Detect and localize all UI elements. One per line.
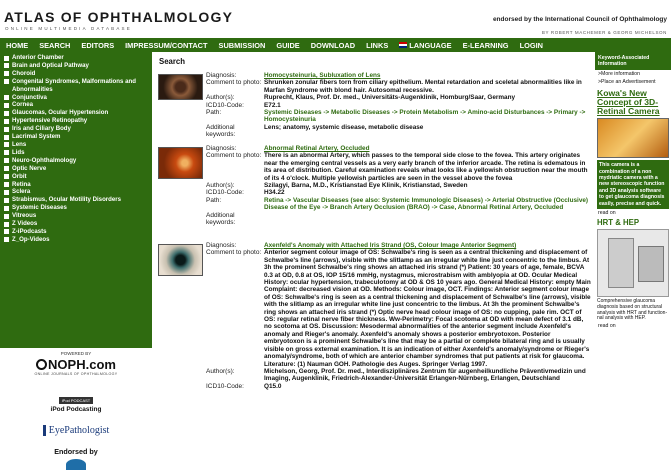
authors-label: Author(s):: [206, 367, 235, 375]
sidebar-item[interactable]: [0, 62, 152, 70]
sidebar-item[interactable]: [0, 133, 152, 141]
comment-label: Comment to photo:: [206, 79, 262, 87]
bullet-square-icon: [4, 237, 9, 242]
comment-text: Shrunken zonular fibers torn from ciliary epithelium. Mental retardation and sceletal abnormalities like in Marfan Syndrome with blond hair. Autosomal recessive.: [264, 79, 582, 94]
path-link[interactable]: Retina -> Vascular Diseases (see also: Systemic Immunologic Diseases) -> Arterial Obstructive (Occlusive) Disease of the Eye -> Branch Artery Occlusion (BRAO) -> Case, Abnormal Retinal Artery, Occluded: [264, 196, 589, 212]
hrt-device-image[interactable]: [597, 229, 669, 297]
bullet-square-icon: [4, 79, 9, 84]
bullet-square-icon: [4, 222, 9, 227]
bullet-square-icon: [4, 190, 9, 195]
bullet-square-icon: [4, 71, 9, 76]
nav-guide[interactable]: GUIDE: [276, 40, 300, 50]
ico-logo-icon[interactable]: [66, 459, 86, 470]
result-thumbnail[interactable]: [158, 74, 203, 100]
sidebar-item[interactable]: [0, 94, 152, 102]
bullet-square-icon: [4, 135, 9, 140]
sidebar-item-label: Choroid: [12, 69, 36, 77]
sidebar-item-label: Congenital Syndromes, Malformations and Abnormalities: [12, 77, 136, 93]
diagnosis-label: Diagnosis:: [206, 145, 237, 152]
nav-download[interactable]: DOWNLOAD: [310, 40, 356, 50]
bullet-square-icon: [4, 206, 9, 211]
powered-by-label: POWERED BY: [60, 351, 92, 356]
comment-label: Comment to photo:: [206, 152, 262, 160]
more-information-link[interactable]: >More information: [598, 71, 640, 78]
bullet-square-icon: [4, 198, 9, 203]
nav-language[interactable]: [399, 41, 451, 50]
authors-label: Author(s):: [206, 182, 235, 190]
oneoph-name: NOPH.com: [48, 357, 116, 372]
bullet-square-icon: [4, 95, 9, 100]
sidebar-item[interactable]: [0, 181, 152, 189]
keywords-label: Additional keywords:: [206, 211, 236, 227]
bullet-square-icon: [4, 166, 9, 171]
sidebar-item-label: Glaucomas, Ocular Hypertension: [12, 109, 109, 117]
kowa-ad-text: This camera is a combination of a non mydriatic camera with a new stereoscopic function and 3D analysis software to get glaucoma diagnosis easily, precise and quick.: [597, 160, 669, 209]
sidebar-item-label: Z Videos: [12, 220, 38, 228]
authors-value: Szilagyi, Barna, M.D., Kristianstad Eye Klinik, Kristianstad, Sweden: [264, 182, 468, 190]
comment-label: Comment to photo:: [206, 249, 262, 257]
bullet-square-icon: [4, 142, 9, 147]
result-thumbnail[interactable]: [158, 147, 203, 179]
sidebar-item[interactable]: [0, 101, 152, 109]
diagnosis-label: Diagnosis:: [206, 242, 237, 249]
uk-flag-icon: [399, 42, 407, 48]
endorsement-text: endorsed by the International Council of Ophthalmology: [492, 16, 667, 23]
sidebar-item-label: Sclera: [12, 188, 31, 196]
authors-text: BY ROBERT MACHEMER & GEORG MICHELSON: [541, 30, 667, 35]
sidebar-item[interactable]: [0, 165, 152, 173]
endorsed-by-box: [0, 444, 152, 470]
hep-device-icon: [638, 246, 664, 282]
bullet-square-icon: [4, 214, 9, 219]
sidebar-item[interactable]: [0, 70, 152, 78]
diagnosis-label: Diagnosis:: [206, 72, 237, 79]
sidebar-item[interactable]: [0, 212, 152, 220]
keyword-info-header: Keyword-Associated Information: [595, 52, 671, 70]
sidebar-item-label: Lacrimal System: [12, 133, 61, 141]
sidebar-item[interactable]: [0, 149, 152, 157]
keywords-label: Additional keywords:: [206, 123, 236, 139]
sidebar-item-label: Retina: [12, 180, 31, 188]
icd-label: ICD10-Code:: [206, 101, 244, 109]
sidebar-item-label: Iris and Ciliary Body: [12, 125, 71, 133]
keywords-value: [264, 212, 591, 227]
oneoph-tagline: ONLINE JOURNALS OF OPHTHALMOLOGY: [34, 372, 118, 376]
nav-language-label: LANGUAGE: [409, 40, 452, 50]
icd-value: H34.22: [264, 189, 285, 197]
bullet-square-icon: [4, 63, 9, 68]
sidebar-item-label: Z_Op-Videos: [12, 235, 50, 243]
sidebar-item-label: Anterior Chamber: [12, 54, 64, 61]
right-column: [595, 52, 671, 418]
eyepathologist-box[interactable]: [0, 422, 152, 444]
nav-elearning[interactable]: E-LEARNING: [462, 40, 509, 50]
sidebar-item-label: Lens: [12, 140, 27, 148]
sidebar-item[interactable]: [0, 220, 152, 228]
nav-editors[interactable]: EDITORS: [81, 40, 115, 50]
site-header: [0, 0, 671, 38]
endorsed-by-label: Endorsed by: [54, 447, 98, 456]
sidebar-item[interactable]: [0, 188, 152, 196]
diagnosis-link[interactable]: Abnormal Retinal Artery, Occluded: [264, 145, 370, 152]
sidebar-item[interactable]: [0, 236, 152, 244]
keywords-value: Lens; anatomy, systemic disease, metabolic disease: [264, 123, 424, 131]
nav-impressum[interactable]: IMPRESSUM/CONTACT: [125, 40, 208, 50]
bullet-square-icon: [4, 119, 9, 124]
powered-by-box: [0, 348, 152, 394]
comment-text: There is an abnormal Artery, which passes to the temporal side close to the fovea. This artery originates near the emerging central vessels as a very early branch of the inferior arcade. The retina is edematous in its area of distribution. Careful examination reveals what looks like a yellowish obstruction near the mouth of its 4 o'clock. Multiple yellowish particles are seen in the vessel above the fovea: [264, 152, 588, 182]
sidebar: [0, 52, 152, 456]
nav-home[interactable]: HOME: [6, 40, 29, 50]
sidebar-item-label: Neuro-Ophthalmology: [12, 156, 77, 164]
sidebar-item-label: Z-iPodcasts: [12, 227, 47, 235]
hrt-device-icon: [608, 238, 634, 288]
kowa-read-on-link[interactable]: read on: [598, 210, 616, 217]
sidebar-item-label: Conjunctiva: [12, 93, 47, 101]
bullet-square-icon: [4, 56, 9, 61]
sidebar-item[interactable]: [0, 157, 152, 165]
oneoph-logo[interactable]: [36, 357, 116, 372]
bullet-square-icon: [4, 103, 9, 108]
result-thumbnail[interactable]: [158, 244, 203, 276]
sidebar-item-label: Hypertensive Retinopathy: [12, 117, 88, 125]
sidebar-item[interactable]: [0, 78, 152, 94]
hrt-ad-title[interactable]: HRT & HEP: [597, 218, 640, 228]
authors-label: Author(s):: [206, 94, 235, 102]
diagnosis-link[interactable]: Axenfeld's Anomaly with Attached Iris Strand (OS, Colour Image Anterior Segment): [264, 242, 517, 249]
place-advertisement-link[interactable]: >Place an Advertisement: [598, 79, 656, 86]
sidebar-item[interactable]: [0, 173, 152, 181]
sidebar-item[interactable]: [0, 204, 152, 212]
hrt-read-on-link[interactable]: read on: [598, 323, 616, 330]
bullet-square-icon: [4, 127, 9, 132]
sidebar-item-label: Optic Nerve: [12, 164, 47, 172]
nav-submission[interactable]: SUBMISSION: [218, 40, 266, 50]
search-results: [152, 52, 595, 418]
bullet-square-icon: [4, 229, 9, 234]
icd-label: ICD10-Code:: [206, 382, 244, 390]
path-link[interactable]: Systemic Diseases -> Metabolic Diseases -> Protein Metabolism -> Amino-acid Disturbances -> Primary -> Homocysteinuria: [264, 109, 586, 124]
authors-value: Michelson, Georg, Prof. Dr. med., Interdisziplinäres Zentrum für augenheilkundliche Präventivmedizin und Imaging, Augenklinik, Friedrich-Alexander-Universität Erlangen-Nürnberg, Erlangen, Deutschland: [264, 367, 586, 383]
podcast-label: iPod Podcasting: [50, 406, 102, 413]
diagnosis-link[interactable]: Homocysteinuria, Subluxation of Lens: [264, 72, 381, 79]
icd-value: E72.1: [264, 101, 281, 109]
sidebar-item-label: Systemic Diseases: [12, 204, 67, 212]
path-label: Path:: [206, 109, 222, 117]
site-title[interactable]: ATLAS OF OPHTHALMOLOGY: [4, 9, 234, 25]
sidebar-item-label: Strabismus, Ocular Motility Disorders: [12, 196, 122, 204]
bullet-square-icon: [4, 111, 9, 116]
bullet-square-icon: [4, 174, 9, 179]
podcast-box[interactable]: [0, 394, 152, 422]
main-nav: [0, 38, 671, 52]
kowa-ad-title[interactable]: Kowa's New Concept of 3D-Retinal Camera: [597, 88, 660, 116]
nav-search[interactable]: SEARCH: [39, 40, 71, 50]
eyepathologist-logo: EyePathologist: [43, 425, 110, 436]
sidebar-item-label: Brain and Optical Pathway: [12, 61, 89, 69]
oneoph-circle-icon: [36, 359, 47, 370]
icd-label: ICD10-Code:: [206, 189, 244, 197]
sidebar-item-label: Cornea: [12, 101, 33, 109]
sidebar-item-label: Lids: [12, 148, 25, 156]
sidebar-item[interactable]: [0, 54, 152, 62]
sidebar-category-list: [0, 52, 152, 244]
authors-value: Ruprecht, Klaus, Prof. Dr. med., Universitäts-Augenklinik, Homburg/Saar, Germany: [264, 94, 516, 102]
hrt-ad-text: Comprehensive glaucoma diagnosis based on structural analysis with HRT and function- nal analysis with HEP.: [597, 298, 668, 322]
path-label: Path:: [206, 196, 222, 204]
comment-text: Anterior segment colour image of OS: Schwalbe's ring is seen as a central thickening and displacement of Schwalbe's line (arrows), visible with the slitlamp as an irregular white line just concentric to the limbus. At 3h the prominent Schwalbe's ring shows an attached iris strand (*) Patient: 30 years of age, female, BCVA 0.3 at OD, 0.8 at OS, IOP 15/16 mmHg, nystagmus, microstrabism with amblyopia at OD. Ocular Medical History: ocular hypertension, trabeculotomy at OD & OS 10 years ago. General Medical History: empty Main Complaint: decreased vision at OD. Methods: Colour image, OCT. Findings: Anterior segment colour image of OS: Schwalbe's ring is seen as a central thickening and displacement of Schwalbe's line (arrows), visible with the slitlamp as an irregular white line just concentric to the limbus. At 3h the prominent Schwalbe's ring shows an attached iris strand (*) Optic nerve head colour image of OS: no cupping, pale rim. OCT of OS: regular retinal nerve fiber thickness. Ww-Perimetry: Focal scotoma at OD with mean defect of 3.1 dB, no scotoma at OS. Discussion: Mesodermal abnormalities of the anterior segment include Axenfeld's anomaly and Rieger's anomaly. Axenfeld's anomaly shows a posterior embryotoxon. Posterior embryotoxon is a prominent Schwalbe's line that may be a partial or complete bilateral ring and is usually visible on gross external examination. It is an indication of either Axenfeld's anomaly/syndrome or Rieger's anomaly/syndrome, both of which are anterior chamber syndromes that put patients at risk for glaucoma. Literature: (1) Nauman GOH. Pathologie des Auges. Springer Verlag 1997.: [264, 249, 591, 368]
sidebar-item[interactable]: [0, 196, 152, 204]
ipod-badge: iPod PODCAST: [59, 397, 93, 404]
nav-links[interactable]: LINKS: [366, 40, 389, 50]
bullet-square-icon: [4, 158, 9, 163]
sidebar-item-label: Vitreous: [12, 212, 37, 220]
nav-login[interactable]: LOGIN: [519, 40, 543, 50]
sidebar-item-label: Orbit: [12, 172, 27, 180]
kowa-camera-image[interactable]: [597, 118, 669, 158]
sidebar-item[interactable]: [0, 109, 152, 117]
sidebar-item[interactable]: [0, 228, 152, 236]
site-subtitle: ONLINE MULTIMEDIA DATABASE: [5, 26, 132, 31]
sidebar-item[interactable]: [0, 125, 152, 133]
icd-value: Q15.0: [264, 382, 282, 390]
sidebar-item[interactable]: [0, 141, 152, 149]
bullet-square-icon: [4, 150, 9, 155]
bullet-square-icon: [4, 182, 9, 187]
sidebar-item[interactable]: [0, 117, 152, 125]
page-title: Search: [159, 57, 186, 66]
